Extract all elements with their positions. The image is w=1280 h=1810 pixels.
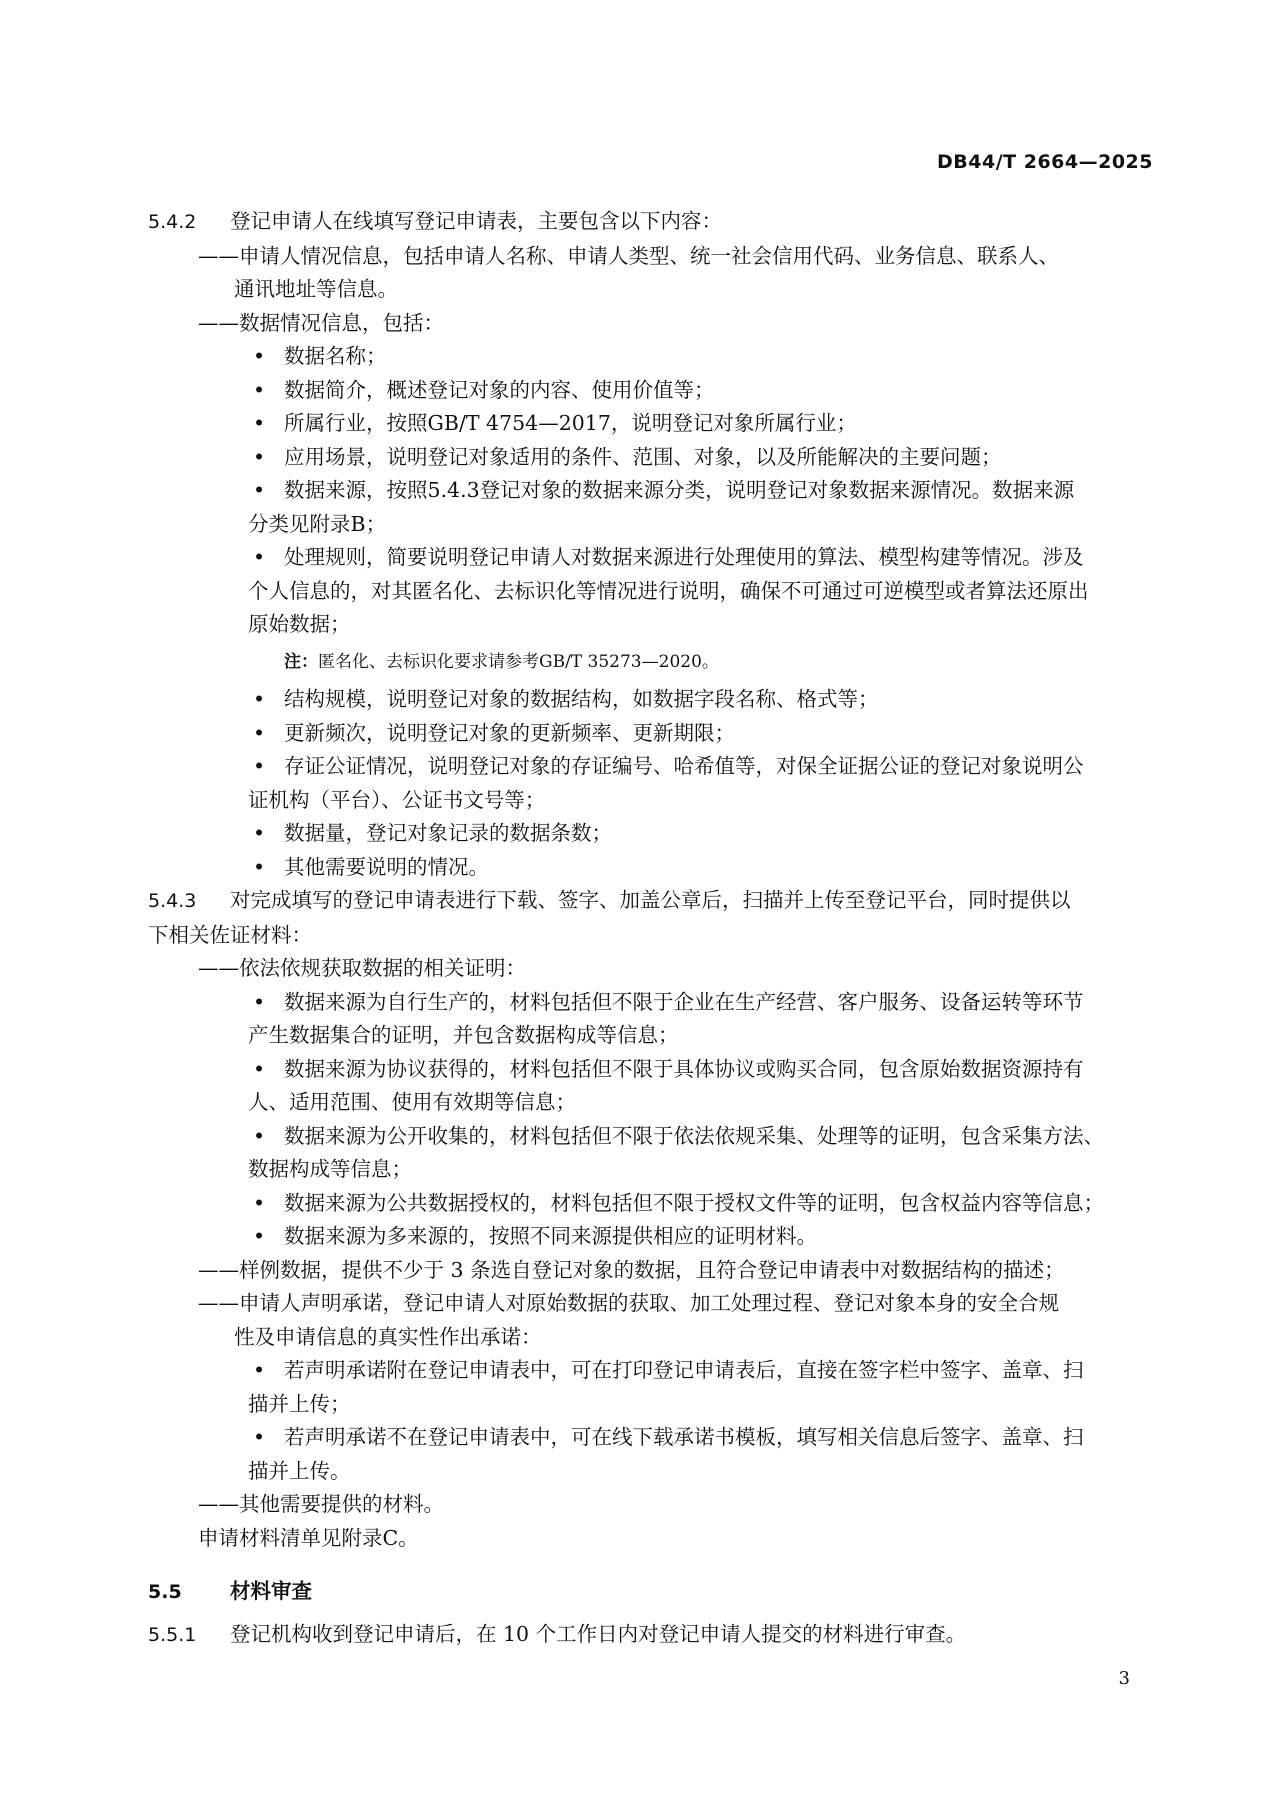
bullet-item [148,817,1158,851]
bullet-text: 若声明承诺附在登记申请表中，可在打印登记申请表后，直接在签字栏中签字、盖章、扫 [284,1358,1084,1382]
bullet-dot: • [253,444,266,469]
bullet-text: 数据简介，概述登记对象的内容、使用价值等； [284,377,715,402]
bullet-text: 数据来源为自行生产的，材料包括但不限于企业在生产经营、客户服务、设备运转等环节 [284,989,1084,1014]
bullet-dot: • [253,687,266,711]
clause-text: 对完成填写的登记申请表进行下载、签字、加盖公章后，扫描并上传至登记平台，同时提供以 [230,888,1071,912]
bullet-item [148,340,1158,374]
bullet-item [148,1220,1158,1254]
bullet-cont: 描并上传。 [248,1458,351,1483]
bullet-dot: • [253,989,266,1014]
dash-item: ——样例数据，提供不少于 3 条选自登记对象的数据，且符合登记申请表中对数据结构的描述； [198,1257,1065,1282]
clause-number: 5.4.3 [148,890,197,912]
bullet-cont: 个人信息的，对其匿名化、去标识化等情况进行说明，确保不可通过可逆模型或者算法还原出 [248,578,1089,603]
bullet-text: 其他需要说明的情况。 [284,854,489,879]
bullet-text: 数据来源为公共数据授权的，材料包括但不限于授权文件等的证明，包含权益内容等信息； [284,1190,1104,1215]
bullet-dot: • [253,1056,266,1081]
bullet-dot: • [253,1190,266,1215]
clause-text-cont: 下相关佐证材料： [148,922,312,947]
section-number: 5.5 [148,1581,182,1603]
bullet-item [148,1120,1158,1154]
dash-item: ——数据情况信息，包括： [198,310,444,335]
dash-item: ——依法依规获取数据的相关证明： [198,956,526,980]
bullet-text: 数据来源为协议获得的，材料包括但不限于具体协议或购买合同，包含原始数据资源持有 [284,1056,1084,1081]
bullet-dot: • [253,854,266,879]
bullet-cont: 原始数据； [248,612,351,636]
section-5-5-heading [148,1575,1158,1610]
bullet-text: 应用场景，说明登记对象适用的条件、范围、对象，以及所能解决的主要问题； [284,444,1002,469]
note-label: 注： [284,651,318,672]
bullet-item [148,1421,1158,1455]
page-number: 3 [1118,1668,1130,1689]
bullet-text: 数据量，登记对象记录的数据条数； [284,821,612,845]
bullet-item [148,717,1158,751]
bullet-item [148,750,1158,784]
dash-item: ——申请人情况信息，包括申请人名称、申请人类型、统一社会信用代码、业务信息、联系人、 [198,243,1059,268]
clause-5-4-3 [148,884,1158,919]
bullet-cont: 分类见附录B； [248,511,387,536]
bullet-cont: 证机构（平台）、公证书文号等； [248,787,546,812]
bullet-item [148,374,1158,408]
bullet-text: 处理规则，简要说明登记申请人对数据来源进行处理使用的算法、模型构建等情况。涉及 [284,545,1084,569]
bullet-cont: 产生数据集合的证明，并包含数据构成等信息； [248,1023,679,1047]
bullet-text: 数据名称； [284,344,387,368]
section-title: 材料审查 [230,1579,312,1603]
bullet-cont: 描并上传； [248,1391,351,1416]
bullet-item [148,683,1158,717]
bullet-item [148,1053,1158,1087]
dash-item: ——申请人声明承诺，登记申请人对原始数据的获取、加工处理过程、登记对象本身的安全合规 [198,1291,1059,1315]
bullet-item [148,1187,1158,1221]
document-id: DB44/T 2664—2025 [937,151,1153,173]
bullet-dot: • [253,821,266,845]
bullet-dot: • [253,720,266,745]
bullet-item [148,986,1158,1020]
clause-text: 登记申请人在线填写登记申请表，主要包含以下内容： [230,209,722,233]
bullet-dot: • [253,344,266,368]
appendix-reference: 申请材料清单见附录C。 [198,1525,419,1550]
bullet-item [148,474,1158,508]
bullet-text: 存证公证情况，说明登记对象的存证编号、哈希值等，对保全证据公证的登记对象说明公 [284,754,1084,778]
dash-item-cont: 性及申请信息的真实性作出承诺： [234,1324,542,1349]
note [148,646,1158,680]
bullet-dot: • [253,1123,266,1148]
clause-text: 登记机构收到登记申请后，在 10 个工作日内对登记申请人提交的材料进行审查。 [230,1621,967,1646]
bullet-text: 数据来源为多来源的，按照不同来源提供相应的证明材料。 [284,1224,817,1248]
clause-5-5-1 [148,1618,1158,1653]
bullet-item [148,541,1158,575]
bullet-dot: • [253,545,266,569]
clause-number: 5.5.1 [148,1623,197,1646]
bullet-dot: • [253,377,266,402]
bullet-dot: • [253,411,266,435]
bullet-text: 若声明承诺不在登记申请表中，可在线下载承诺书模板，填写相关信息后签字、盖章、扫 [284,1425,1084,1449]
bullet-text: 数据来源，按照5.4.3登记对象的数据来源分类，说明登记对象数据来源情况。数据来源 [284,478,1075,502]
bullet-item [148,851,1158,885]
bullet-cont: 人、适用范围、使用有效期等信息； [248,1090,576,1114]
document-body [148,205,1158,1652]
bullet-dot: • [253,1224,266,1248]
clause-5-4-2 [148,205,1158,240]
bullet-dot: • [253,478,266,502]
clause-number: 5.4.2 [148,211,197,233]
bullet-text: 结构规模，说明登记对象的数据结构，如数据字段名称、格式等； [284,687,879,711]
bullet-cont: 数据构成等信息； [248,1157,412,1181]
bullet-dot: • [253,1358,266,1382]
bullet-text: 更新频次，说明登记对象的更新频率、更新期限； [284,720,735,745]
bullet-text: 所属行业，按照GB/T 4754—2017，说明登记对象所属行业； [284,411,857,435]
bullet-dot: • [253,754,266,778]
bullet-item [148,1354,1158,1388]
note-text: 匿名化、去标识化要求请参考GB/T 35273—2020。 [318,651,719,672]
dash-item-cont: 通讯地址等信息。 [234,277,398,301]
dash-item: ——其他需要提供的材料。 [198,1492,444,1516]
bullet-dot: • [253,1425,266,1449]
bullet-item [148,407,1158,441]
bullet-text: 数据来源为公开收集的，材料包括但不限于依法依规采集、处理等的证明，包含采集方法、 [284,1123,1104,1148]
bullet-item [148,441,1158,475]
